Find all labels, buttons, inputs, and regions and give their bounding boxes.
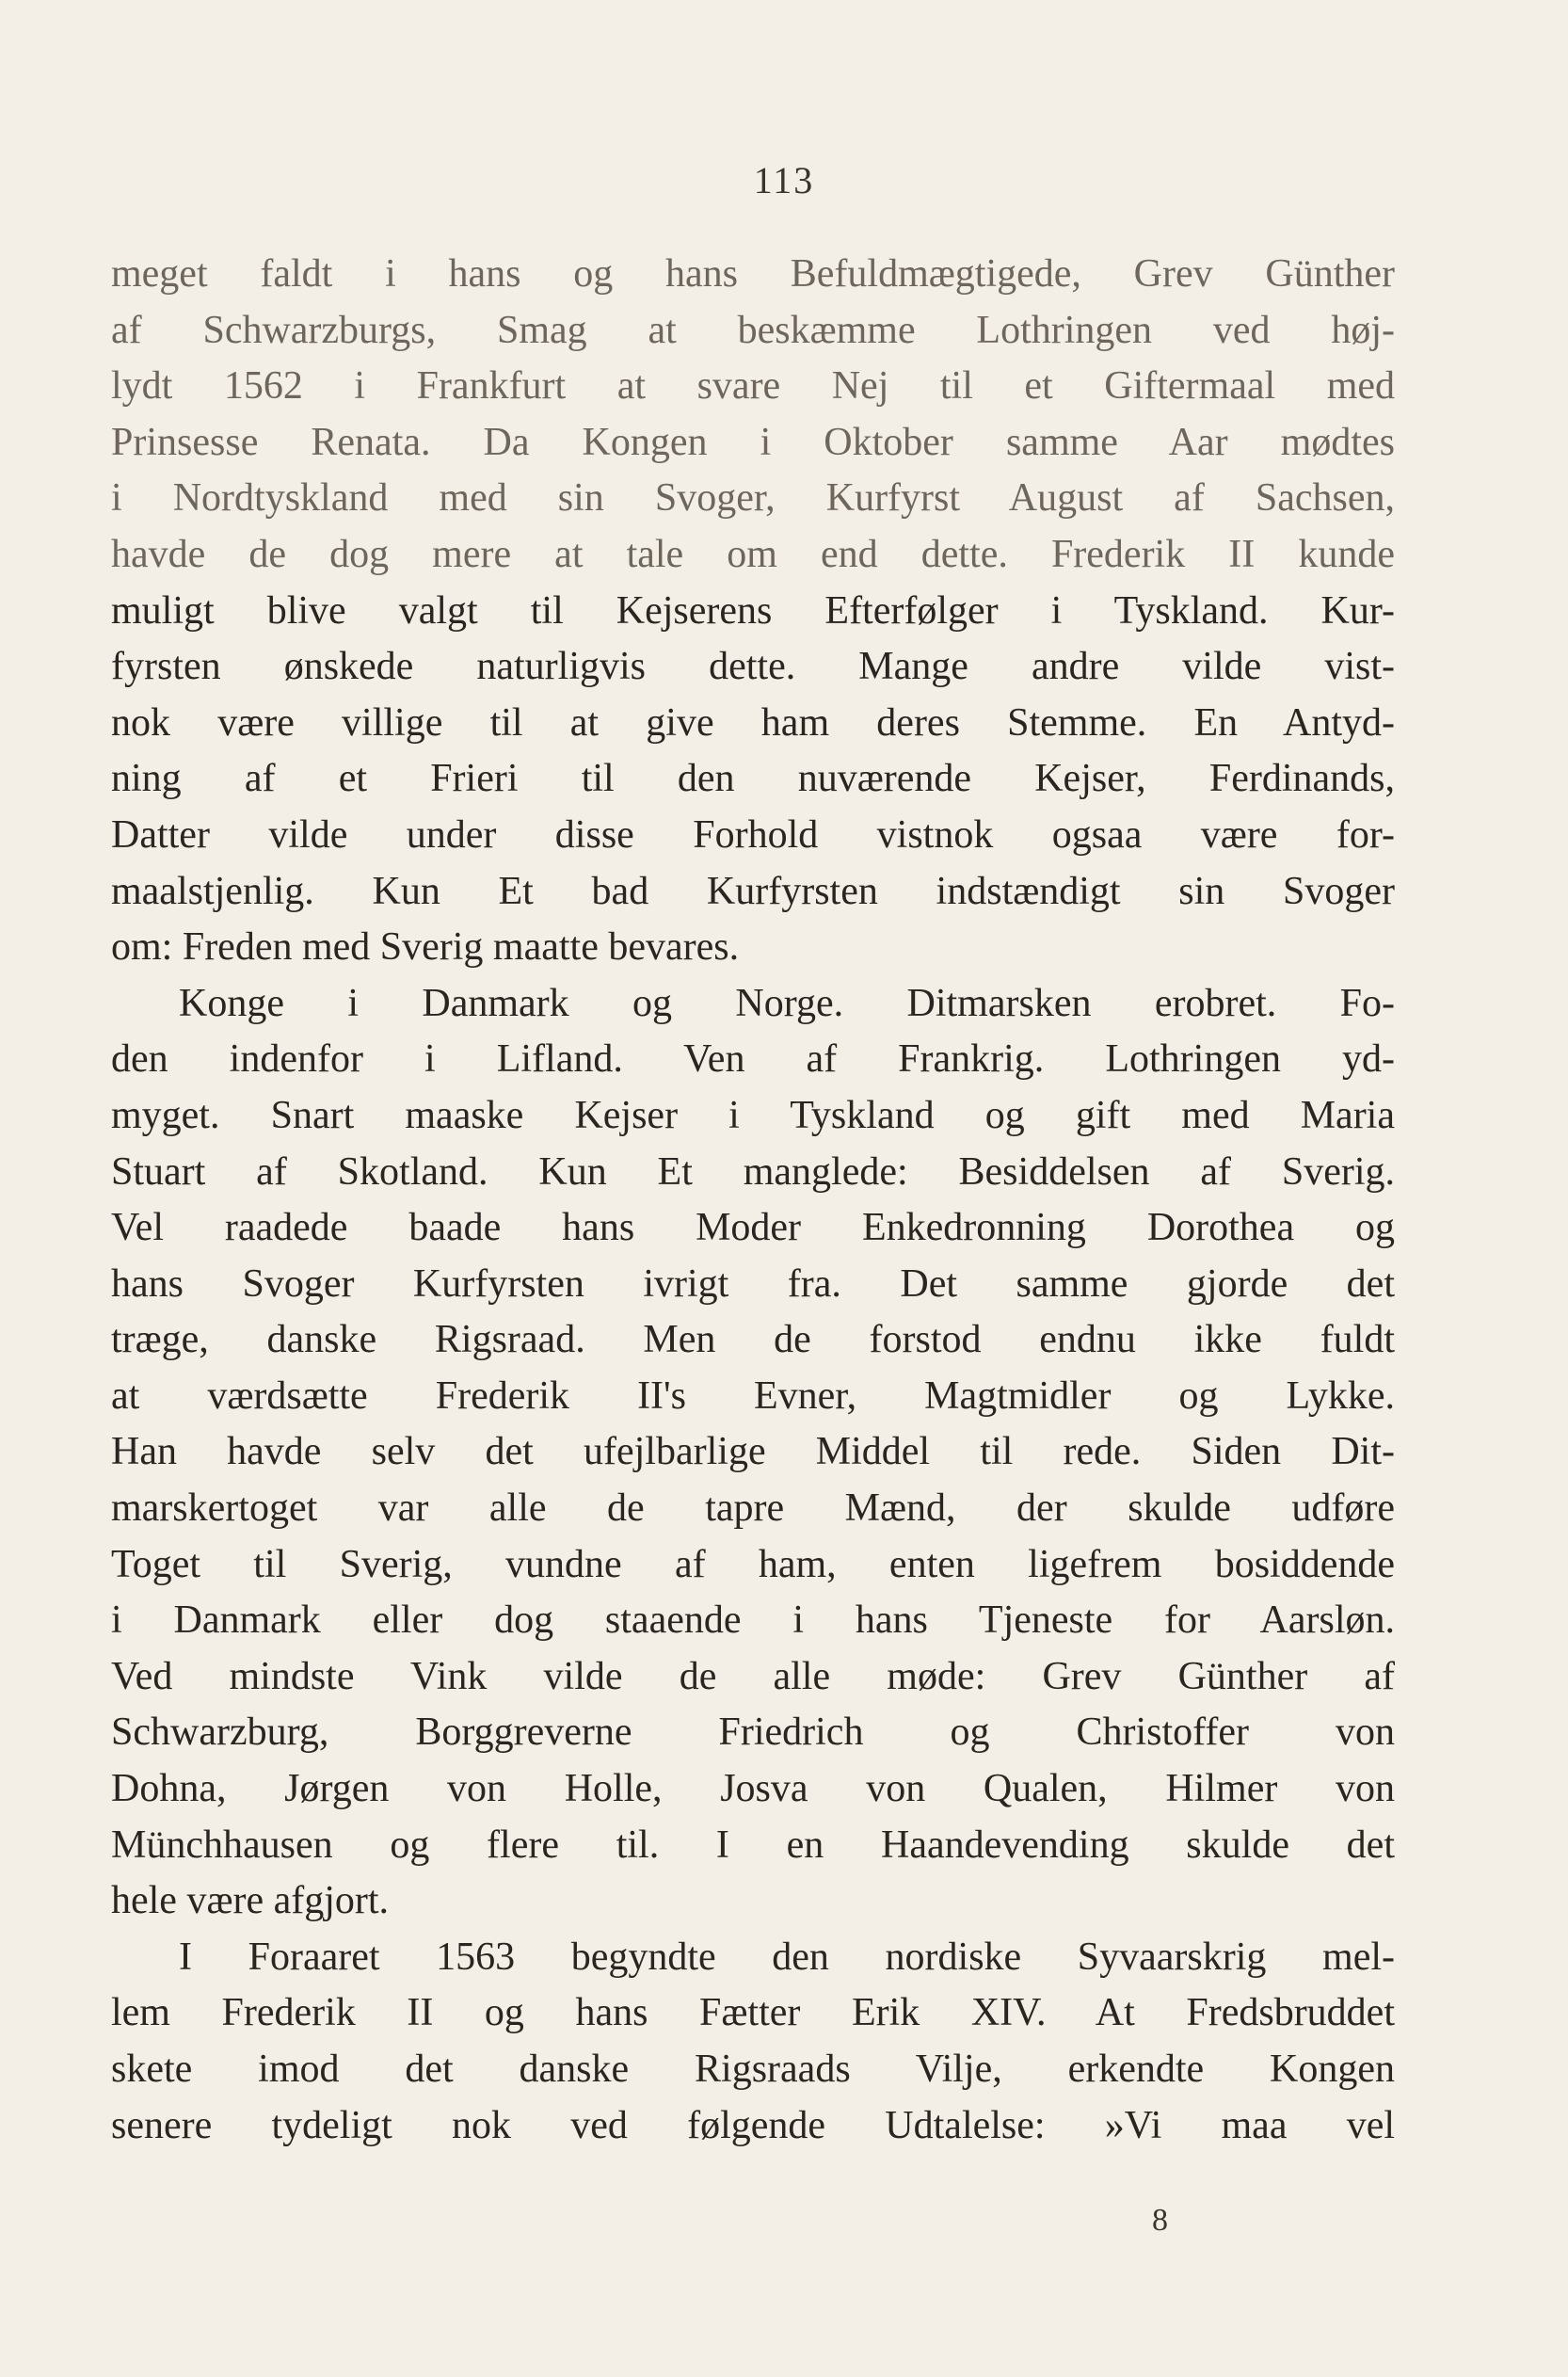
text-line: træge, danske Rigsraad. Men de forstod endnu ikke fuldt <box>111 1318 1395 1362</box>
text-line: at værdsætte Frederik II's Evner, Magtmidler og Lykke. <box>111 1373 1395 1418</box>
body-text <box>111 247 1395 2154</box>
text-line: Ved mindste Vink vilde de alle møde: Grev Günther af <box>111 1654 1395 1698</box>
text-line: om: Freden med Sverig maatte bevares. <box>111 925 740 970</box>
text-line: senere tydeligt nok ved følgende Udtalelse: »Vi maa vel <box>111 2103 1395 2147</box>
text-line: Prinsesse Renata. Da Kongen i Oktober samme Aar mødtes <box>111 420 1395 464</box>
text-line: Dohna, Jørgen von Holle, Josva von Qualen, Hilmer von <box>111 1767 1395 1811</box>
text-line: meget faldt i hans og hans Befuldmægtigede, Grev Günther <box>111 252 1395 296</box>
text-line: Vel raadede baade hans Moder Enkedronning Dorothea og <box>111 1206 1395 1250</box>
text-line: Stuart af Skotland. Kun Et manglede: Besiddelsen af Sverig. <box>111 1149 1395 1194</box>
text-line: af Schwarzburgs, Smag at beskæmme Lothringen ved høj- <box>111 308 1395 352</box>
text-line: marskertoget var alle de tapre Mænd, der skulde udføre <box>111 1486 1395 1531</box>
text-line: Toget til Sverig, vundne af ham, enten ligefrem bosiddende <box>111 1542 1395 1586</box>
text-line: havde de dog mere at tale om end dette. Frederik II kunde <box>111 532 1395 576</box>
text-line: Han havde selv det ufejlbarlige Middel til rede. Siden Dit- <box>111 1430 1395 1474</box>
text-line: myget. Snart maaske Kejser i Tyskland og gift med Maria <box>111 1093 1395 1137</box>
text-line: hele være afgjort. <box>111 1879 390 1923</box>
text-line: ning af et Frieri til den nuværende Kejser, Ferdinands, <box>111 757 1395 801</box>
text-line: nok være villige til at give ham deres Stemme. En Antyd- <box>111 700 1395 745</box>
text-line: hans Svoger Kurfyrsten ivrigt fra. Det samme gjorde det <box>111 1261 1395 1306</box>
signature-mark: 8 <box>1152 2203 1168 2238</box>
text-line: Schwarzburg, Borggreverne Friedrich og Christoffer von <box>111 1710 1395 1755</box>
text-line: muligt blive valgt til Kejserens Efterfølger i Tyskland. Kur- <box>111 588 1395 633</box>
text-line: maalstjenlig. Kun Et bad Kurfyrsten indstændigt sin Svoger <box>111 869 1395 913</box>
text-line: lydt 1562 i Frankfurt at svare Nej til et Giftermaal med <box>111 364 1395 409</box>
text-line: i Nordtyskland med sin Svoger, Kurfyrst August af Sachsen, <box>111 476 1395 521</box>
text-line: Datter vilde under disse Forhold vistnok ogsaa være for- <box>111 812 1395 857</box>
text-line: Münchhausen og flere til. I en Haandevending skulde det <box>111 1823 1395 1867</box>
text-line: Konge i Danmark og Norge. Ditmarsken erobret. Fo- <box>179 981 1395 1025</box>
text-line: skete imod det danske Rigsraads Vilje, erkendte Kongen <box>111 2048 1395 2091</box>
page-number: 113 <box>753 159 815 201</box>
text-line: lem Frederik II og hans Fætter Erik XIV. At Fredsbruddet <box>111 1991 1395 2035</box>
text-line: i Danmark eller dog staaende i hans Tjeneste for Aarsløn. <box>111 1598 1395 1643</box>
text-line: I Foraaret 1563 begyndte den nordiske Syvaarskrig mel- <box>179 1935 1395 1979</box>
text-line: den indenfor i Lifland. Ven af Frankrig. Lothringen yd- <box>111 1037 1395 1082</box>
text-line: fyrsten ønskede naturligvis dette. Mange andre vilde vist- <box>111 645 1395 689</box>
